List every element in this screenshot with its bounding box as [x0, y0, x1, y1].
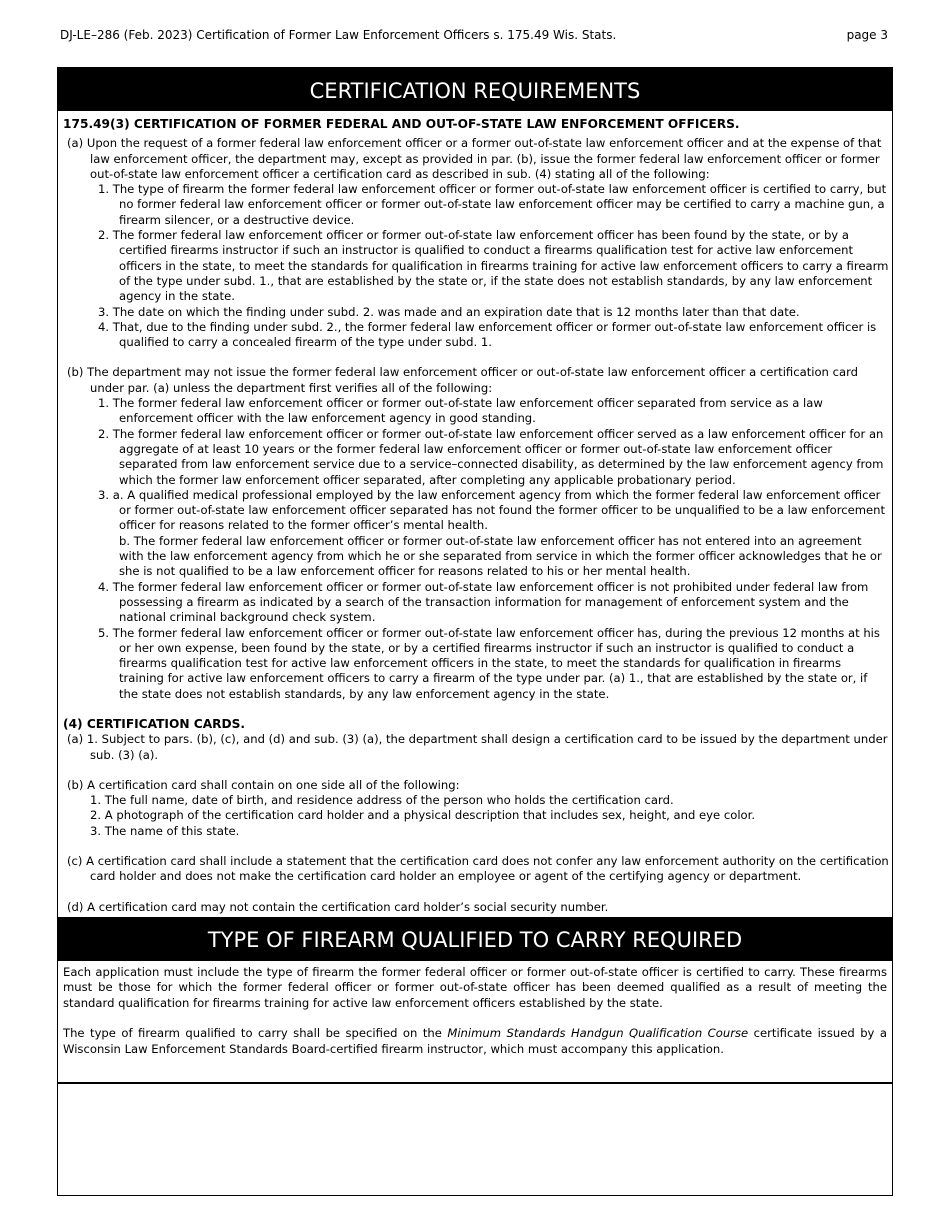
paragraph-b-item-1: 1. The former federal law enforcement officer or former out-of-state law enforcement officer separated from service as a law enforcement officer with the law enforcement agency in good standing.: [98, 396, 823, 426]
cards-b-item-2: 2. A photograph of the certification card holder and a physical description that includes sex, height, and eye color.: [90, 808, 756, 823]
firearm-type-paragraph-1: Each application must include the type of firearm the former federal officer or former out-of-state officer is certified to carry. These firearms must be those for which the former federal officer or former out-of-state officer has been deemed qualified as a result of meeting the standard qualification for firearms training for active law enforcement officers established by the state.: [63, 965, 887, 1010]
form-id: DJ-LE–286 (Feb. 2023) Certification of Former Law Enforcement Officers s. 175.49 Wis. Stats.: [60, 28, 617, 42]
cards-paragraph-a: (a) 1. Subject to pars. (b), (c), and (d) and sub. (3) (a), the department shall design a certification card to be issued by the department under sub. (3) (a).: [67, 732, 888, 762]
section-divider: [58, 1082, 892, 1084]
paragraph-a-item-4: 4. That, due to the finding under subd. 2., the former federal law enforcement officer or former out-of-state law enforcement officer is qualified to carry a concealed firearm of the type under subd. 1.: [98, 319, 877, 350]
paragraph-b: (b) The department may not issue the former federal law enforcement officer or out-of-state law enforcement officer a certification card under par. (a) unless the department first verifies all of the following:: [67, 365, 858, 395]
paragraph-b-item-5: 5. The former federal law enforcement officer or former out-of-state law enforcement officer has, during the previous 12 months at his or her own expense, been found by the state, or by a certified firearms instructor if such an instructor is qualified to conduct a firearms qualification test for active law enforcement officers in the state, to meet the standards for qualification in firearms training for active law enforcement officers to carry a firearm of the type under par. (a) 1., that are established by the state or, if the state does not establish standards, by any law enforcement agency in the state.: [98, 625, 880, 701]
form-frame: [57, 67, 893, 1196]
paragraph-a: (a) Upon the request of a former federal law enforcement officer or a former out-of-state law enforcement officer and at the expense of that law enforcement officer, the department may, except as provided in par. (b), issue the former federal law enforcement officer or former out-of-state law enforcement officer a certification card as described in sub. (4) stating all of the following:: [67, 136, 882, 181]
section-title-certification-requirements: CERTIFICATION REQUIREMENTS: [58, 68, 892, 111]
statute-heading: 175.49(3) CERTIFICATION OF FORMER FEDERAL AND OUT-OF-STATE LAW ENFORCEMENT OFFICERS.: [63, 117, 740, 131]
cards-paragraph-b: (b) A certification card shall contain on one side all of the following:: [67, 777, 460, 792]
page-header: [60, 28, 888, 46]
paragraph-a-item-1: 1. The type of firearm the former federal law enforcement officer or former out-of-state law enforcement officer is certified to carry, but no former federal law enforcement officer or former out-of-state law enforcement officer may be certified to carry a machine gun, a firearm silencer, or a destructive device.: [98, 182, 887, 227]
cards-b-item-1: 1. The full name, date of birth, and residence address of the person who holds the certification card.: [90, 793, 674, 808]
firearm-type-paragraph-2: [63, 1026, 887, 1057]
cards-b-item-3: 3. The name of this state.: [90, 823, 240, 838]
firearm-type-body: [63, 965, 887, 1057]
paragraph-b-item-2: 2. The former federal law enforcement officer or former out-of-state law enforcement officer served as a law enforcement officer for an aggregate of at least 10 years or the former federal law enforcement officer or former out-of-state law enforcement officer separated from law enforcement service due to a service–connected disability, as determined by the law enforcement agency from which the former law enforcement officer separated, after completing any applicable probationary period.: [98, 426, 884, 487]
firearm-type-p2-before: The type of firearm qualified to carry shall be specified on the: [63, 1026, 448, 1041]
certification-cards-heading: (4) CERTIFICATION CARDS.: [63, 716, 246, 731]
paragraph-b-item-3a: 3. a. A qualified medical professional employed by the law enforcement agency from which the former federal law enforcement officer or former out-of-state law enforcement officer separated has not found the former officer to be unqualified to be a law enforcement officer for reasons related to the former officer’s mental health.: [98, 487, 886, 533]
paragraph-b-item-3b: b. The former federal law enforcement officer or former out-of-state law enforcement officer has not entered into an agreement with the law enforcement agency from which he or she separated from service in which the former officer acknowledges that he or she is not qualified to be a law enforcement officer for reasons related to his or her mental health.: [119, 533, 882, 579]
section-title-firearm-type: TYPE OF FIREARM QUALIFIED TO CARRY REQUIRED: [58, 917, 892, 961]
cards-paragraph-c: (c) A certification card shall include a statement that the certification card does not confer any law enforcement authority on the certification card holder and does not make the certification card holder an employee or agent of the certifying agency or department.: [67, 854, 889, 884]
certification-requirements-body: [63, 117, 889, 950]
cards-paragraph-d: (d) A certification card may not contain the certification card holder’s social security number.: [67, 899, 609, 914]
paragraph-a-item-2: 2. The former federal law enforcement officer or former out-of-state law enforcement officer has been found by the state, or by a certified firearms instructor if such an instructor is qualified to conduct a firearms qualification test for active law enforcement officers in the state, to meet the standards for qualification in firearms training for active law enforcement officers to carry a firearm of the type under subd. 1., that are established by the state or, if the state does not establish standards, by any law enforcement agency in the state.: [98, 228, 889, 304]
qualification-course-name: Minimum Standards Handgun Qualification Course: [447, 1026, 749, 1041]
paragraph-a-item-3: 3. The date on which the finding under subd. 2. was made and an expiration date that is 12 months later than that date.: [98, 304, 800, 319]
firearm-type-p2-after: certificate issued by a Wisconsin Law Enforcement Standards Board-certified firearm instructor, which must accompany this application.: [63, 1026, 887, 1056]
page-number: page 3: [846, 28, 888, 42]
paragraph-b-item-4: 4. The former federal law enforcement officer or former out-of-state law enforcement officer is not prohibited under federal law from possessing a firearm as indicated by a search of the transaction information for management of enforcement system and the national criminal background check system.: [98, 579, 869, 625]
